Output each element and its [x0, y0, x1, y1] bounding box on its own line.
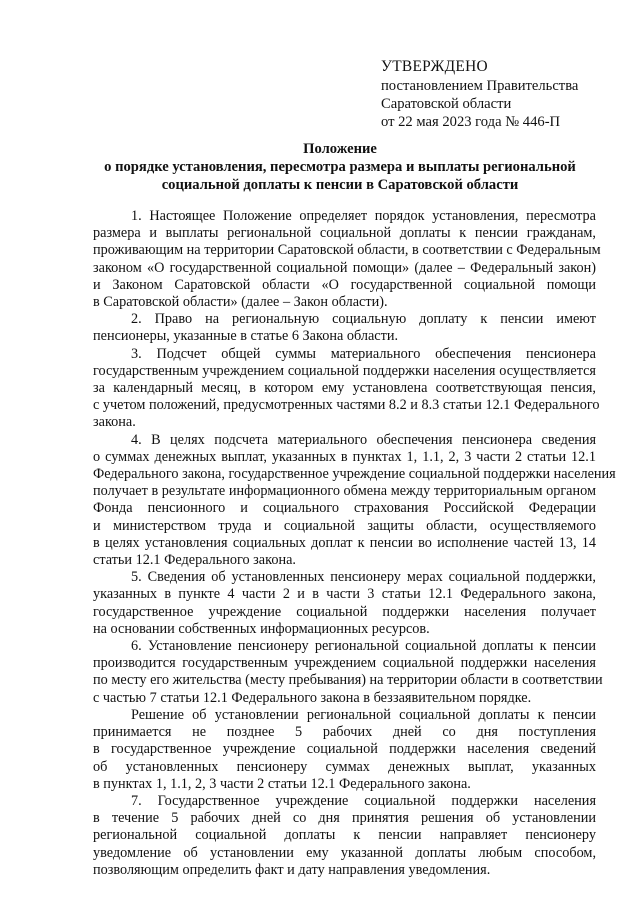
paragraph-line: проживающим на территории Саратовской области, в соответствии с Федеральным: [93, 242, 601, 259]
heading-line-1: Положение: [303, 141, 377, 157]
paragraph-line: Федерального закона, государственное учреждение социальной поддержки населения: [93, 466, 616, 483]
paragraph-line: 5. Сведения об установленных пенсионеру мерах социальной поддержки,: [131, 569, 596, 586]
paragraph-line: позволяющим определить факт и дату направления уведомления.: [93, 861, 491, 878]
paragraph-line: Фонда пенсионного и социального страхования Российской Федерации: [93, 500, 596, 517]
paragraph: [93, 345, 600, 432]
paragraph-line: по месту его жительства (месту пребывания) на территории области в соответствии: [93, 672, 603, 689]
heading-line-3: социальной доплаты к пенсии в Саратовской области: [161, 177, 519, 193]
paragraph-line: региональной социальной доплаты к пенсии направляет пенсионеру: [93, 827, 596, 844]
paragraph: [93, 638, 603, 707]
paragraph-line: в целях установления социальных доплат к пенсии во исполнение частей 13, 14: [93, 534, 596, 551]
approval-line-2: Саратовской области: [381, 96, 512, 112]
paragraph-line: 2. Право на региональную социальную доплату к пенсии имеют: [131, 311, 596, 328]
paragraph-line: уведомление об установлении ему указанной доплаты любым способом,: [93, 844, 596, 861]
paragraph: [93, 707, 596, 793]
paragraph-line: 1. Настоящее Положение определяет порядок установления, пересмотра: [131, 208, 596, 224]
paragraph: [93, 569, 596, 638]
paragraph-line: производится государственным учреждением социальной поддержки населения: [93, 655, 596, 672]
paragraph-line: в Саратовской области» (далее – Закон области).: [93, 294, 388, 311]
paragraph-line: в пунктах 1, 1.1, 2, 3 части 2 статьи 12.1 Федерального закона.: [93, 775, 471, 792]
document-heading: [80, 140, 600, 194]
paragraph: [93, 793, 596, 879]
paragraph-line: и министерством труда и социальной защиты области, осуществляемого: [93, 517, 596, 534]
paragraph-line: 3. Подсчет общей суммы материального обеспечения пенсионера: [131, 345, 596, 362]
heading-line-2: о порядке установления, пересмотра размера и выплаты региональной: [104, 159, 576, 175]
approval-line-1: постановлением Правительства: [381, 78, 579, 94]
paragraph-line: 6. Установление пенсионеру региональной социальной доплаты к пенсии: [131, 638, 596, 655]
paragraph-line: закона.: [93, 414, 136, 431]
approval-stamp-block: [381, 58, 631, 131]
paragraph-line: пенсионеры, указанные в статье 6 Закона области.: [93, 328, 399, 345]
paragraph-line: за календарный месяц, в котором ему установлена соответствующая пенсия,: [93, 380, 596, 397]
paragraph-line: указанных в пункте 4 части 2 и в части 3 статьи 12.1 Федерального закона,: [93, 586, 596, 603]
paragraph-line: и Законом Саратовской области «О государственной социальной помощи: [93, 276, 596, 293]
paragraph: [93, 431, 616, 570]
paragraph-line: размера и выплаты региональной социальной доплаты к пенсии гражданам,: [93, 225, 596, 242]
paragraph-line: в течение 5 рабочих дней со дня принятия решения об установлении: [93, 810, 596, 827]
document-body: [93, 208, 616, 879]
paragraph-line: законом «О государственной социальной помощи» (далее – Федеральный закон): [93, 259, 596, 276]
paragraph-line: на основании собственных информационных ресурсов.: [93, 620, 430, 637]
paragraph-line: с учетом положений, предусмотренных частями 8.2 и 8.3 статьи 12.1 Федерального: [93, 397, 600, 414]
paragraph-line: 7. Государственное учреждение социальной поддержки населения: [131, 792, 596, 809]
paragraph: [93, 311, 596, 345]
paragraph-line: в государственное учреждение социальной поддержки населения сведений: [93, 741, 596, 758]
paragraph-line: об установленных пенсионеру суммах денежных выплат, указанных: [93, 758, 596, 775]
paragraph-line: получает в результате информационного обмена между территориальным органом: [93, 483, 596, 500]
paragraph-line: государственным учреждением социальной поддержки населения осуществляется: [93, 362, 596, 379]
approval-title: УТВЕРЖДЕНО: [381, 58, 488, 75]
paragraph-line: с частью 7 статьи 12.1 Федерального закона в беззаявительном порядке.: [93, 689, 532, 706]
paragraph-line: принимается не позднее 5 рабочих дней со дня поступления: [93, 724, 596, 741]
paragraph: [93, 208, 601, 311]
paragraph-line: Решение об установлении региональной социальной доплаты к пенсии: [131, 706, 596, 723]
paragraph-line: о суммах денежных выплат, указанных в пунктах 1, 1.1, 2, 3 части 2 статьи 12.1: [93, 448, 596, 465]
paragraph-line: 4. В целях подсчета материального обеспечения пенсионера сведения: [131, 431, 596, 448]
paragraph-line: статьи 12.1 Федерального закона.: [93, 552, 296, 569]
approval-line-3: от 22 мая 2023 года № 446-П: [381, 114, 561, 130]
paragraph-line: государственное учреждение социальной поддержки населения получает: [93, 603, 596, 620]
